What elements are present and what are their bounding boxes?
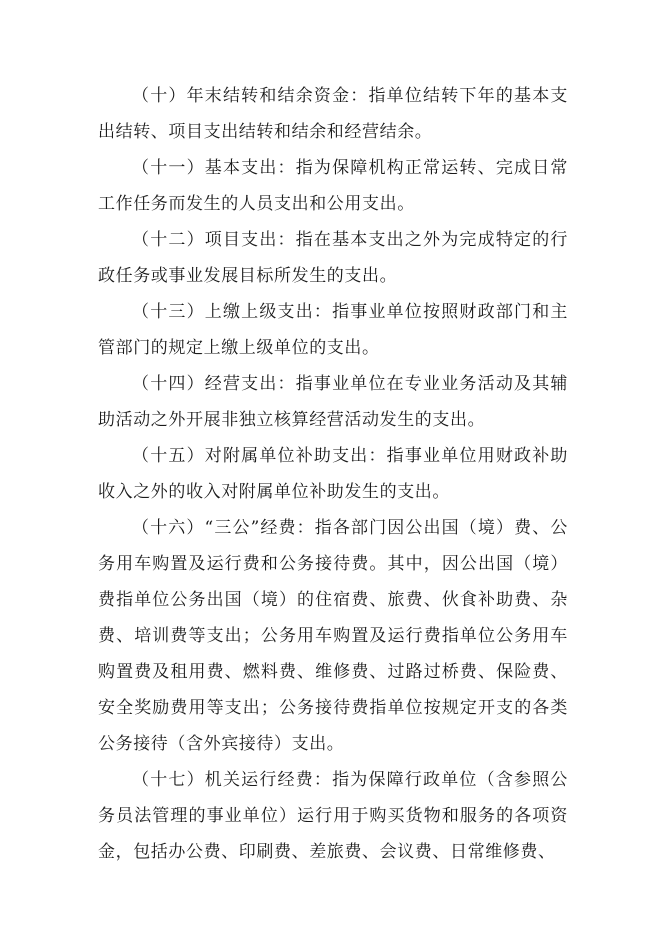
paragraph-10: （十）年末结转和结余资金：指单位结转下年的基本支出结转、项目支出结转和结余和经营结余。 (98, 86, 568, 142)
document-body (98, 78, 568, 870)
paragraph-17: （十七）机关运行经费：指为保障行政单位（含参照公务员法管理的事业单位）运行用于购买货物和服务的各项资金，包括办公费、印刷费、差旅费、会议费、日常维修费、 (98, 770, 568, 862)
paragraph-11: （十一）基本支出：指为保障机构正常运转、完成日常工作任务而发生的人员支出和公用支出。 (98, 158, 568, 214)
paragraph-13: （十三）上缴上级支出：指事业单位按照财政部门和主管部门的规定上缴上级单位的支出。 (98, 302, 568, 358)
paragraph-15: （十五）对附属单位补助支出：指事业单位用财政补助收入之外的收入对附属单位补助发生的支出。 (98, 446, 568, 502)
paragraph-16: （十六）“三公”经费：指各部门因公出国（境）费、公务用车购置及运行费和公务接待费。其中，因公出国（境）费指单位公务出国（境）的住宿费、旅费、伙食补助费、杂费、培训费等支出；公务用车购置及运行费指单位公务用车购置费及租用费、燃料费、维修费、过路过桥费、保险费、安全奖励费用等支出；公务接待费指单位按规定开支的各类公务接待（含外宾接待）支出。 (98, 518, 568, 754)
paragraph-14: （十四）经营支出：指事业单位在专业业务活动及其辅助活动之外开展非独立核算经营活动发生的支出。 (98, 374, 568, 430)
paragraph-12: （十二）项目支出：指在基本支出之外为完成特定的行政任务或事业发展目标所发生的支出。 (98, 230, 568, 286)
